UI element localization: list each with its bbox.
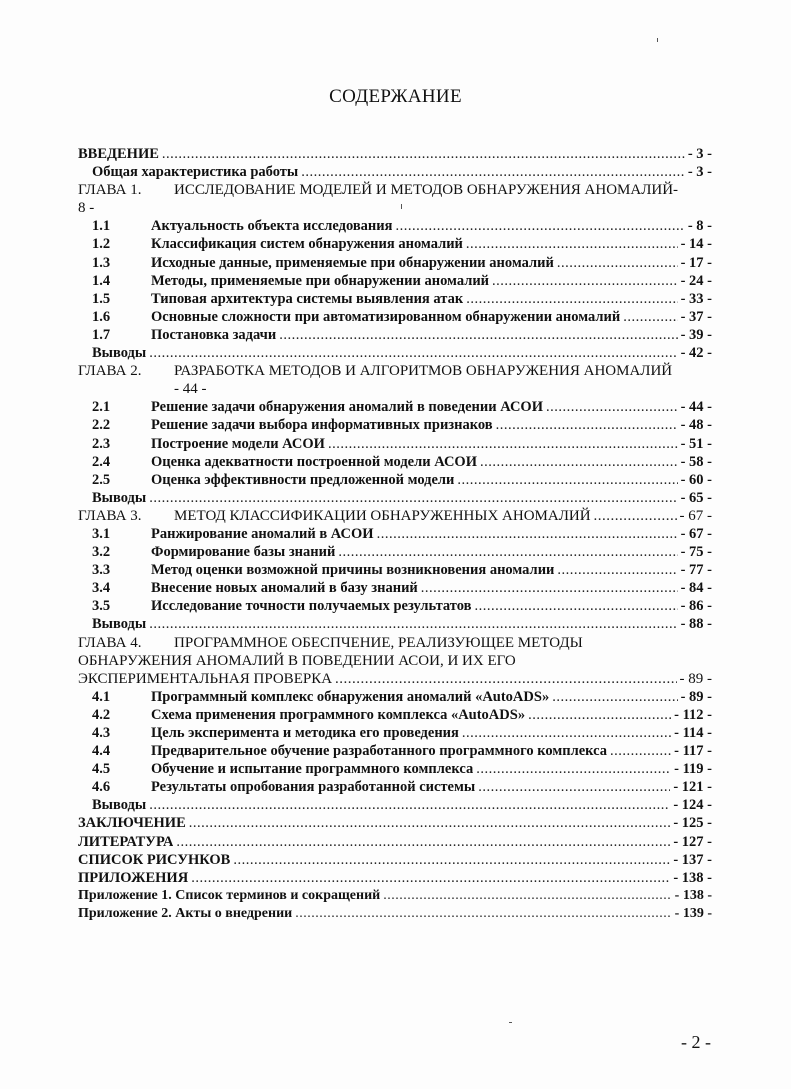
toc-entry-title: Выводы — [92, 489, 147, 506]
dot-leader — [466, 235, 678, 253]
toc-entry-page: - 127 - — [673, 833, 712, 850]
dot-leader — [162, 145, 685, 163]
page-number: - 2 - — [681, 1032, 711, 1052]
toc-entry-title: Схема применения программного комплекса «AutoADS» — [151, 706, 526, 723]
toc-entry-title: Построение модели АСОИ — [151, 435, 325, 452]
dot-leader — [496, 416, 678, 434]
toc-entry-title: Исследование точности получаемых результатов — [151, 598, 472, 615]
toc-entry-literature[interactable] — [78, 833, 712, 851]
section-number: 1.4 — [92, 272, 111, 289]
chapter-title: РАЗРАБОТКА МЕТОДОВ И АЛГОРИТМОВ ОБНАРУЖЕНИЯ АНОМАЛИЙ — [174, 363, 673, 380]
section-number: 1.2 — [92, 236, 111, 253]
toc-entry-conclusions-4[interactable] — [78, 796, 712, 814]
toc-entry-4-5[interactable] — [78, 760, 712, 778]
toc-entry-page: - 24 - — [680, 272, 712, 289]
toc-entry-page: - 48 - — [680, 417, 712, 434]
toc-entry-page: - 8 - — [687, 218, 712, 235]
dot-leader — [476, 760, 671, 778]
toc-entry-title: Приложение 1. Список терминов и сокращений — [78, 887, 381, 903]
dot-leader — [149, 489, 677, 507]
toc-entry-page: - 3 - — [687, 146, 712, 162]
toc-entry-3-5[interactable] — [78, 597, 712, 615]
dot-leader — [421, 579, 678, 597]
toc-entry-page: - 58 - — [680, 453, 712, 470]
toc-entry-4-2[interactable] — [78, 706, 712, 724]
toc-entry-page: - 44 - — [680, 399, 712, 416]
toc-entry-title: Оценка адекватности построенной модели АСОИ — [151, 453, 477, 470]
toc-entry-2-1[interactable] — [78, 398, 712, 416]
toc-entry-page: - 114 - — [674, 725, 712, 741]
toc-entry-title: Классификация систем обнаружения аномалий — [151, 236, 463, 253]
toc-entry-title: Метод оценки возможной причины возникновения аномалии — [151, 562, 555, 579]
toc-entry-title: Общая характеристика работы — [92, 164, 299, 181]
toc-entry-title: Решение задачи выбора информативных признаков — [151, 417, 493, 434]
section-number: 4.3 — [92, 725, 111, 741]
dot-leader — [383, 887, 671, 905]
toc-chapter-1[interactable] — [78, 181, 712, 217]
toc-entry-page: - 84 - — [680, 580, 712, 597]
dot-leader — [295, 905, 671, 923]
toc-entry-page: - 139 - — [674, 905, 712, 921]
chapter-label: ГЛАВА 2. — [78, 363, 142, 380]
toc-entry-conclusions-1[interactable] — [78, 344, 712, 362]
toc-entry-title: Обучение и испытание программного комплекса — [151, 761, 474, 778]
section-number: 3.4 — [92, 580, 111, 597]
toc-entry-title: Предварительное обучение разработанного программного комплекса — [151, 743, 608, 760]
section-number: 3.1 — [92, 525, 111, 542]
chapter-title-line-2: ОБНАРУЖЕНИЯ АНОМАЛИЙ В ПОВЕДЕНИИ АСОИ, И ИХ ЕГО — [78, 652, 516, 669]
page-title: СОДЕРЖАНИЕ — [329, 86, 462, 107]
toc-entry-4-3[interactable] — [78, 724, 712, 742]
section-number: 4.4 — [92, 743, 111, 760]
chapter-title: ИССЛЕДОВАНИЕ МОДЕЛЕЙ И МЕТОДОВ ОБНАРУЖЕНИЯ АНОМАЛИЙ- — [174, 182, 679, 199]
dot-leader — [546, 398, 678, 416]
toc-entry-page: - 14 - — [680, 236, 712, 253]
toc-entry-page: - 137 - — [673, 851, 712, 868]
toc-entry-page: - 138 - — [673, 869, 712, 886]
toc-entry-title: Выводы — [92, 616, 147, 633]
dot-leader — [191, 869, 670, 887]
dot-leader — [189, 814, 671, 832]
section-number: 2.4 — [92, 453, 111, 470]
section-number: 2.2 — [92, 417, 111, 434]
toc-entry-page: - 121 - — [673, 779, 712, 796]
toc-entry-title: Цель эксперимента и методика его проведения — [151, 725, 459, 741]
toc-entry-page: - 77 - — [680, 562, 712, 579]
section-number: 2.5 — [92, 471, 111, 488]
toc-entry-1-3[interactable] — [78, 254, 712, 272]
toc-chapter-2[interactable] — [78, 362, 712, 398]
toc-entry-title: Выводы — [92, 797, 147, 814]
chapter-label: ГЛАВА 3. — [78, 507, 142, 524]
toc-entry-page: - 119 - — [674, 761, 712, 778]
dot-leader — [557, 254, 678, 272]
toc-entry-conclusions-2[interactable] — [78, 489, 712, 507]
toc-entry-page: - 65 - — [680, 489, 712, 506]
toc-entry-figures[interactable] — [78, 851, 712, 869]
section-number: 1.6 — [92, 308, 111, 325]
dot-leader — [176, 833, 670, 851]
dot-leader — [480, 453, 678, 471]
toc-entry-page: - 89 - — [680, 688, 712, 705]
section-number: 4.6 — [92, 779, 111, 796]
table-of-contents — [78, 145, 712, 923]
dot-leader — [377, 525, 678, 543]
toc-entry-page: - 60 - — [680, 471, 712, 488]
toc-entry-title: Актуальность объекта исследования — [151, 218, 393, 235]
toc-entry-title: ПРИЛОЖЕНИЯ — [78, 869, 189, 886]
dot-leader — [301, 163, 685, 181]
toc-entry-title: Выводы — [92, 345, 147, 362]
dot-leader — [149, 344, 677, 362]
toc-entry-title: Результаты опробования разработанной системы — [151, 779, 476, 796]
section-number: 4.2 — [92, 706, 111, 723]
toc-entry-title: Ранжирование аномалий в АСОИ — [151, 525, 374, 542]
section-number: 2.3 — [92, 435, 111, 452]
section-number: 3.5 — [92, 598, 111, 615]
toc-entry-page: - 33 - — [680, 290, 712, 307]
toc-entry-title: Типовая архитектура системы выявления атак — [151, 290, 464, 307]
dot-leader — [466, 290, 677, 308]
section-number: 4.1 — [92, 688, 111, 705]
toc-entry-conclusion[interactable] — [78, 814, 712, 832]
toc-entry-page: - 86 - — [680, 598, 712, 615]
dot-leader — [328, 435, 678, 453]
toc-entry-1-5[interactable] — [78, 290, 712, 308]
toc-entry-title: Оценка эффективности предложенной модели — [151, 471, 455, 488]
chapter-title: МЕТОД КЛАССИФИКАЦИИ ОБНАРУЖЕННЫХ АНОМАЛИЙ — [174, 507, 591, 524]
scan-speck — [657, 38, 658, 42]
toc-entry-page: - 17 - — [680, 254, 712, 271]
dot-leader — [492, 272, 678, 290]
toc-entry-title: Формирование базы знаний — [151, 544, 336, 561]
toc-entry-title: ВВЕДЕНИЕ — [78, 146, 159, 162]
section-number: 2.1 — [92, 399, 111, 416]
toc-entry-page: - 42 - — [680, 345, 712, 362]
chapter-title-line-3: ЭКСПЕРИМЕНТАЛЬНАЯ ПРОВЕРКА — [78, 670, 333, 687]
chapter-label: ГЛАВА 4. — [78, 634, 142, 651]
dot-leader — [338, 543, 677, 561]
toc-entry-title: ЛИТЕРАТУРА — [78, 833, 174, 850]
toc-entry-title: СПИСОК РИСУНКОВ — [78, 851, 231, 868]
dot-leader — [149, 615, 677, 633]
toc-entry-4-6[interactable] — [78, 778, 712, 796]
section-number: 4.5 — [92, 761, 111, 778]
toc-entry-page: - 138 - — [674, 887, 712, 903]
toc-entry-title: Постановка задачи — [151, 326, 277, 343]
chapter-page: 8 - — [78, 200, 95, 217]
scan-speck — [401, 204, 402, 209]
toc-entry-title: Основные сложности при автоматизированном обнаружении аномалий — [151, 308, 621, 325]
toc-entry-page: - 51 - — [680, 435, 712, 452]
toc-entry-page: - 67 - — [680, 525, 712, 542]
toc-entry-3-4[interactable] — [78, 579, 712, 597]
chapter-label: ГЛАВА 1. — [78, 182, 142, 199]
toc-entry-1-2[interactable] — [78, 235, 712, 253]
toc-entry-page: - 124 - — [673, 797, 712, 814]
dot-leader — [557, 561, 677, 579]
chapter-page: - 89 - — [679, 670, 712, 687]
toc-entry-page: - 117 - — [674, 743, 712, 760]
toc-entry-1-7[interactable] — [78, 326, 712, 344]
toc-entry-2-3[interactable] — [78, 435, 712, 453]
toc-entry-4-1[interactable] — [78, 688, 712, 706]
toc-entry-1-1[interactable] — [78, 217, 712, 235]
dot-leader — [474, 597, 677, 615]
toc-entry-appendices[interactable] — [78, 869, 712, 887]
chapter-title-line-1: ПРОГРАММНОЕ ОБЕСПЧЕНИЕ, РЕАЛИЗУЮЩЕЕ МЕТОДЫ — [174, 634, 583, 651]
toc-entry-appendix-2[interactable] — [78, 905, 712, 923]
dot-leader — [462, 724, 671, 742]
toc-entry-2-2[interactable] — [78, 416, 712, 434]
toc-entry-page: - 39 - — [680, 326, 712, 343]
dot-leader — [149, 796, 670, 814]
toc-entry-4-4[interactable] — [78, 742, 712, 760]
section-number: 3.2 — [92, 544, 111, 561]
section-number: 1.3 — [92, 254, 111, 271]
toc-entry-title: Решение задачи обнаружения аномалий в поведении АСОИ — [151, 399, 543, 416]
dot-leader — [478, 778, 670, 796]
toc-entry-page: - 3 - — [687, 164, 712, 181]
toc-entry-3-3[interactable] — [78, 561, 712, 579]
dot-leader — [610, 742, 671, 760]
dot-leader — [233, 851, 670, 869]
toc-entry-title: Программный комплекс обнаружения аномалий «AutoADS» — [151, 688, 550, 705]
toc-entry-title: Приложение 2. Акты о внедрении — [78, 905, 293, 921]
toc-entry-general[interactable] — [78, 163, 712, 181]
dot-leader — [279, 326, 677, 344]
section-number: 3.3 — [92, 562, 111, 579]
scan-speck — [509, 1022, 512, 1023]
section-number: 1.5 — [92, 290, 111, 307]
toc-entry-appendix-1[interactable] — [78, 887, 712, 905]
chapter-page: - 44 - — [174, 381, 207, 398]
dot-leader — [552, 688, 677, 706]
section-number: 1.7 — [92, 326, 111, 343]
toc-chapter-3[interactable] — [78, 507, 712, 525]
dot-leader — [335, 670, 676, 688]
toc-entry-conclusions-3[interactable] — [78, 615, 712, 633]
toc-entry-title: Исходные данные, применяемые при обнаружении аномалий — [151, 254, 554, 271]
toc-entry-2-4[interactable] — [78, 453, 712, 471]
toc-entry-title: ЗАКЛЮЧЕНИЕ — [78, 815, 186, 832]
toc-entry-1-4[interactable] — [78, 272, 712, 290]
toc-entry-title: Методы, применяемые при обнаружении аномалий — [151, 272, 490, 289]
toc-entry-1-6[interactable] — [78, 308, 712, 326]
toc-entry-page: - 125 - — [673, 815, 712, 832]
dot-leader — [395, 217, 684, 235]
toc-entry-intro[interactable] — [78, 145, 712, 163]
toc-entry-page: - 88 - — [680, 616, 712, 633]
toc-entry-3-1[interactable] — [78, 525, 712, 543]
toc-entry-page: - 75 - — [680, 544, 712, 561]
toc-entry-title: Внесение новых аномалий в базу знаний — [151, 580, 418, 597]
dot-leader — [594, 507, 677, 525]
toc-entry-3-2[interactable] — [78, 543, 712, 561]
dot-leader — [623, 308, 677, 326]
chapter-page: - 67 - — [679, 507, 712, 524]
dot-leader — [528, 706, 671, 724]
toc-chapter-4[interactable] — [78, 634, 712, 688]
toc-entry-page: - 37 - — [680, 308, 712, 325]
toc-entry-page: - 112 - — [674, 706, 712, 723]
section-number: 1.1 — [92, 218, 111, 235]
dot-leader — [457, 471, 677, 489]
toc-entry-2-5[interactable] — [78, 471, 712, 489]
